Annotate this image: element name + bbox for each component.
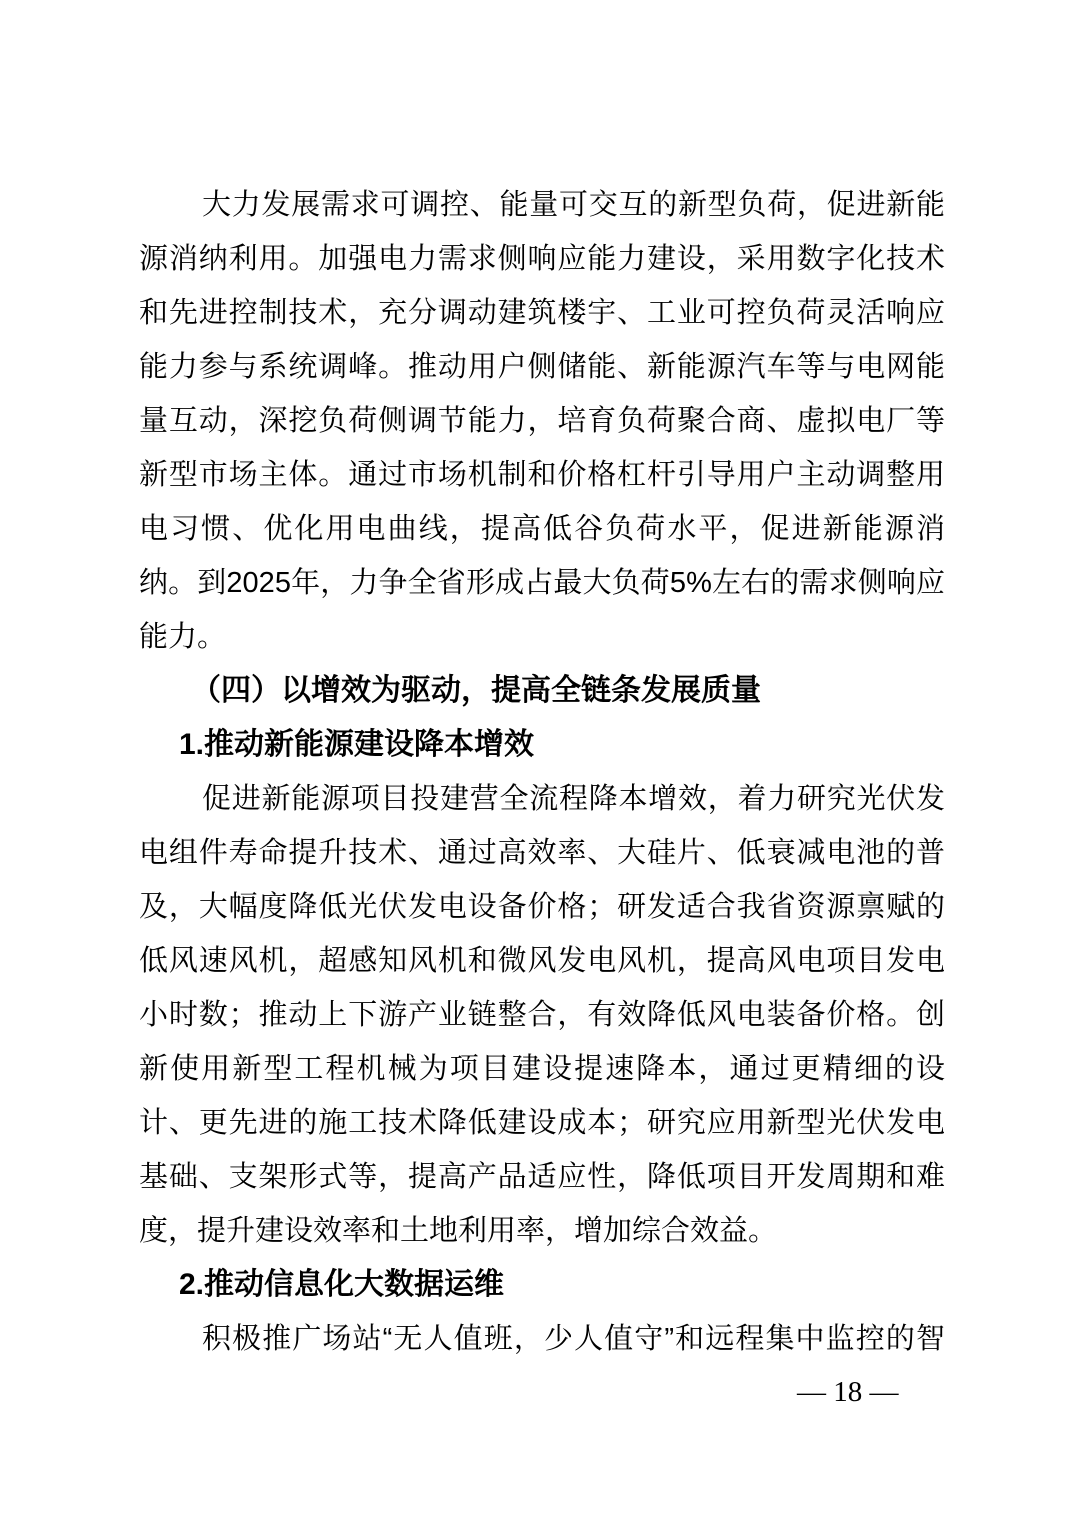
paragraph-cost-reduction-line-6: 新使用新型工程机械为项目建设提速降本，通过更精细的设 [139, 1053, 945, 1085]
sub-heading-1: 1.推动新能源建设降本增效 [179, 728, 535, 761]
paragraph-demand-response-line-4: 能力参与系统调峰。推动用户侧储能、新能源汽车等与电网能 [139, 351, 945, 383]
paragraph-cost-reduction-line-5: 小时数；推动上下游产业链整合，有效降低风电装备价格。创 [139, 999, 945, 1031]
paragraph-cost-reduction-line-8: 基础、支架形式等，提高产品适应性，降低项目开发周期和难 [139, 1161, 945, 1193]
paragraph-demand-response-line-7: 电习惯、优化用电曲线，提高低谷负荷水平，促进新能源消 [139, 513, 945, 545]
paragraph-cost-reduction-line-4: 低风速风机，超感知风机和微风发电风机，提高风电项目发电 [139, 945, 945, 977]
sub-heading-2: 2.推动信息化大数据运维 [179, 1268, 505, 1301]
page-number: — 18 — [797, 1376, 899, 1408]
document-body [139, 178, 945, 1366]
paragraph-demand-response-line-1: 大力发展需求可调控、能量可交互的新型负荷，促进新能 [202, 189, 945, 221]
paragraph-demand-response-line-3: 和先进控制技术，充分调动建筑楼宇、工业可控负荷灵活响应 [139, 297, 945, 329]
paragraph-cost-reduction-line-3: 及，大幅度降低光伏发电设备价格；研发适合我省资源禀赋的 [139, 891, 945, 923]
paragraph-cost-reduction-line-2: 电组件寿命提升技术、通过高效率、大硅片、低衰减电池的普 [139, 837, 945, 869]
paragraph-demand-response-line-5: 量互动，深挖负荷侧调节能力，培育负荷聚合商、虚拟电厂等 [139, 405, 945, 437]
paragraph-cost-reduction-line-7: 计、更先进的施工技术降低建设成本；研究应用新型光伏发电 [139, 1107, 945, 1139]
paragraph-smart-operations-line-1: 积极推广场站“无人值班，少人值守”和远程集中监控的智 [202, 1323, 945, 1355]
paragraph-demand-response-line-8: 纳。到2025年，力争全省形成占最大负荷5%左右的需求侧响应 [139, 567, 945, 599]
section-heading-four: （四）以增效为驱动，提高全链条发展质量 [191, 674, 761, 707]
paragraph-demand-response-line-2: 源消纳利用。加强电力需求侧响应能力建设，采用数字化技术 [139, 243, 945, 275]
paragraph-cost-reduction-line-1: 促进新能源项目投建营全流程降本增效，着力研究光伏发 [202, 783, 945, 815]
paragraph-demand-response-line-9: 能力。 [139, 621, 227, 653]
paragraph-demand-response-line-6: 新型市场主体。通过市场机制和价格杠杆引导用户主动调整用 [139, 459, 945, 491]
paragraph-cost-reduction-line-9: 度，提升建设效率和土地利用率，增加综合效益。 [139, 1215, 778, 1247]
